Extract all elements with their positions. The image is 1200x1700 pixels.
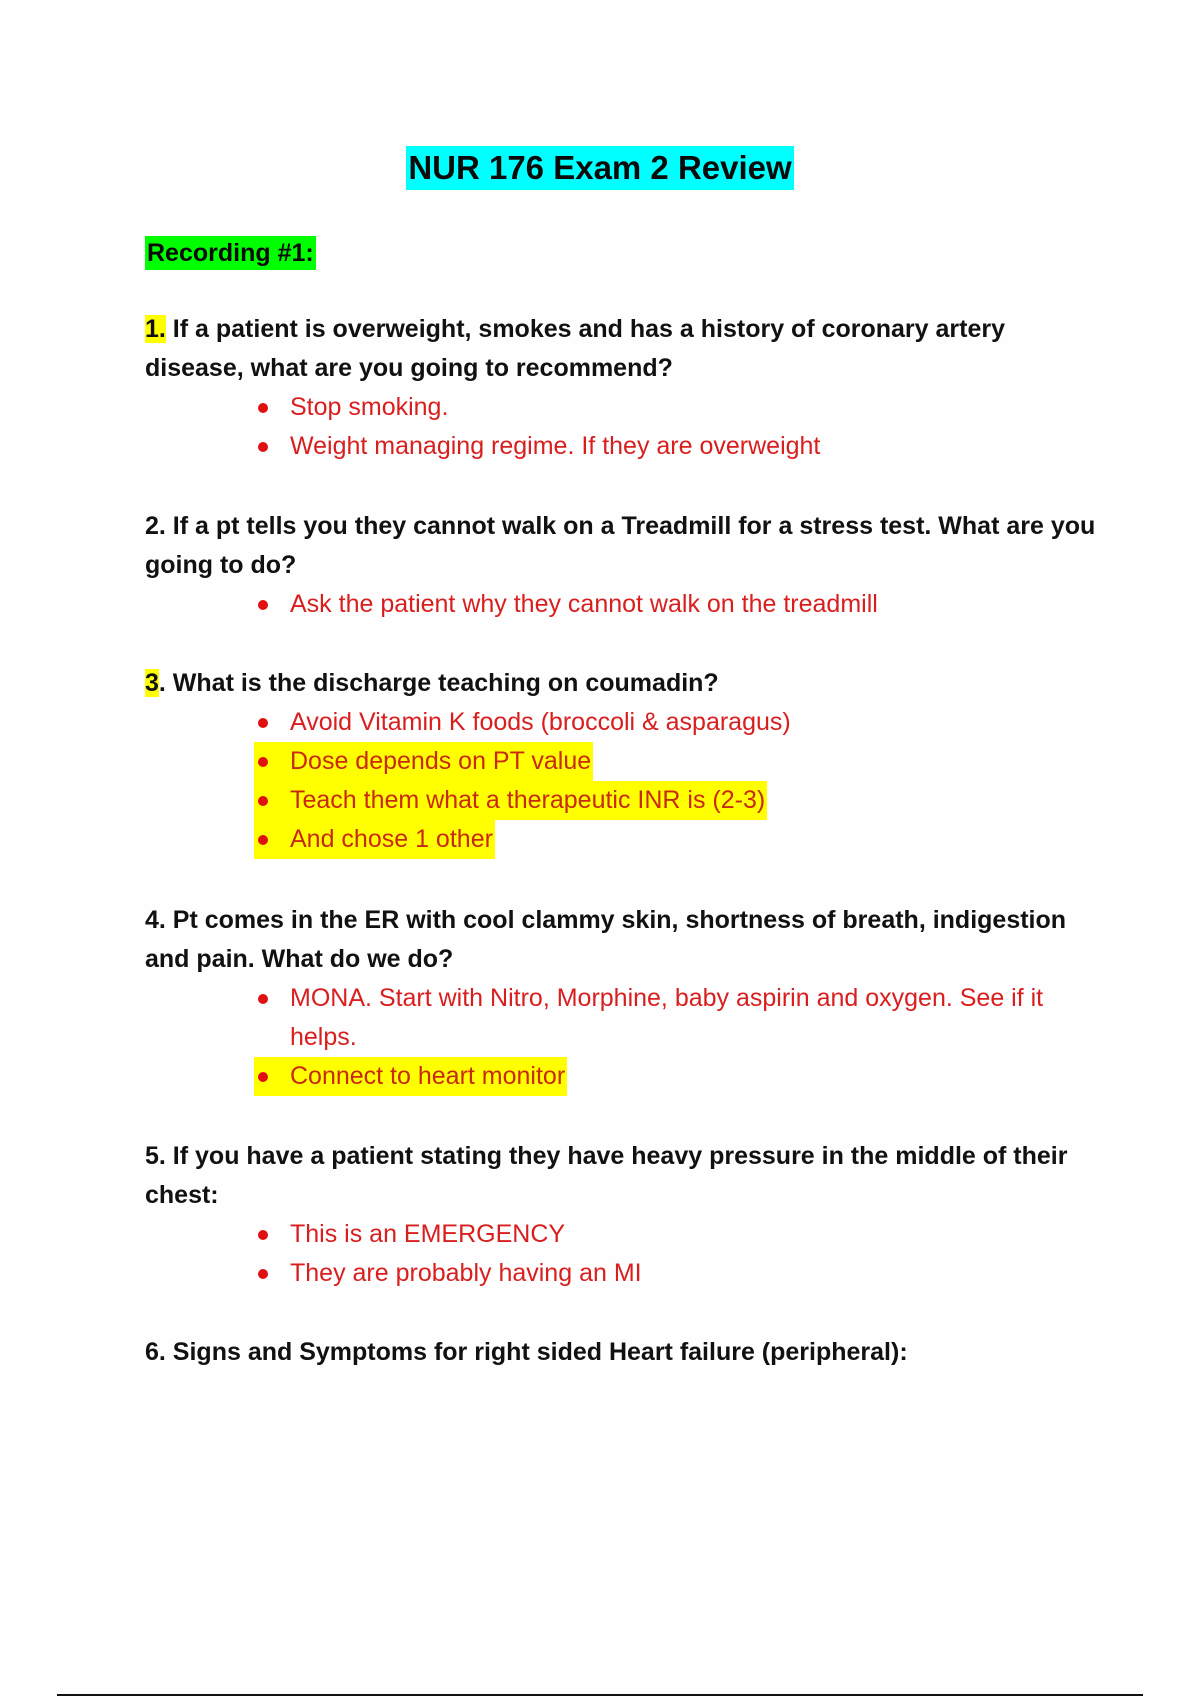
- answer-item-highlighted: [254, 1057, 567, 1096]
- answer-item-highlighted: [254, 781, 767, 820]
- question-number: 6.: [145, 1338, 166, 1366]
- answer-item-highlighted: [254, 820, 495, 859]
- bullet-icon: [258, 600, 268, 610]
- answer-item: [254, 703, 791, 742]
- question-3: [145, 664, 1105, 703]
- answer-item: [254, 1215, 565, 1254]
- question-text: . What is the discharge teaching on coumadin?: [158, 669, 719, 697]
- question-text: If you have a patient stating they have heavy pressure in the middle of their chest:: [145, 1142, 1068, 1209]
- answer-text: And chose 1 other: [290, 825, 493, 853]
- bullet-icon: [258, 796, 268, 806]
- section-heading-recording-1: Recording #1:: [145, 236, 316, 270]
- question-text: Signs and Symptoms for right sided Heart failure (peripheral):: [165, 1338, 908, 1366]
- answer-text: Ask the patient why they cannot walk on the treadmill: [290, 590, 878, 618]
- answer-list-4: [254, 979, 1070, 1096]
- answer-text: MONA. Start with Nitro, Morphine, baby aspirin and oxygen. See if it helps.: [290, 984, 1044, 1051]
- title-container: [0, 146, 1200, 190]
- answer-item: [254, 1254, 642, 1293]
- bullet-icon: [258, 403, 268, 413]
- document-title: NUR 176 Exam 2 Review: [406, 146, 793, 190]
- bullet-icon: [258, 1230, 268, 1240]
- question-2: [145, 507, 1105, 585]
- question-text: If a patient is overweight, smokes and has a history of coronary artery disease, what are you going to recommend?: [145, 315, 1006, 382]
- answer-item: [254, 979, 1070, 1057]
- question-number: 5.: [145, 1142, 166, 1170]
- answer-item: [254, 585, 878, 624]
- question-number: 2.: [145, 512, 166, 540]
- answer-text: Dose depends on PT value: [290, 747, 592, 775]
- answer-list-2: [254, 585, 878, 624]
- question-text: If a pt tells you they cannot walk on a Treadmill for a stress test. What are you going to do?: [145, 512, 1096, 579]
- bullet-icon: [258, 442, 268, 452]
- bullet-icon: [258, 835, 268, 845]
- answer-item: [254, 427, 820, 466]
- answer-text: Teach them what a therapeutic INR is (2-3): [290, 786, 766, 814]
- answer-item-highlighted: [254, 742, 593, 781]
- answer-list-1: [254, 388, 820, 466]
- answer-text: This is an EMERGENCY: [290, 1220, 566, 1248]
- question-text: Pt comes in the ER with cool clammy skin, shortness of breath, indigestion and pain. What do we do?: [145, 906, 1067, 973]
- answer-list-3: [254, 703, 791, 859]
- question-number: 3: [145, 669, 159, 697]
- answer-text: Avoid Vitamin K foods (broccoli & asparagus): [290, 708, 791, 736]
- bullet-icon: [258, 994, 268, 1004]
- answer-list-5: [254, 1215, 642, 1293]
- answer-text: Connect to heart monitor: [290, 1062, 566, 1090]
- bullet-icon: [258, 1269, 268, 1279]
- page-bottom-divider: [57, 1694, 1143, 1696]
- question-number: 1.: [145, 315, 166, 343]
- bullet-icon: [258, 757, 268, 767]
- bullet-icon: [258, 1072, 268, 1082]
- question-4: [145, 901, 1105, 979]
- question-1: [145, 310, 1105, 388]
- answer-item: [254, 388, 448, 427]
- bullet-icon: [258, 718, 268, 728]
- question-number: 4.: [145, 906, 166, 934]
- answer-text: Weight managing regime. If they are overweight: [290, 432, 821, 460]
- answer-text: They are probably having an MI: [290, 1259, 642, 1287]
- answer-text: Stop smoking.: [290, 393, 449, 421]
- question-6: [145, 1333, 1105, 1372]
- question-5: [145, 1137, 1105, 1215]
